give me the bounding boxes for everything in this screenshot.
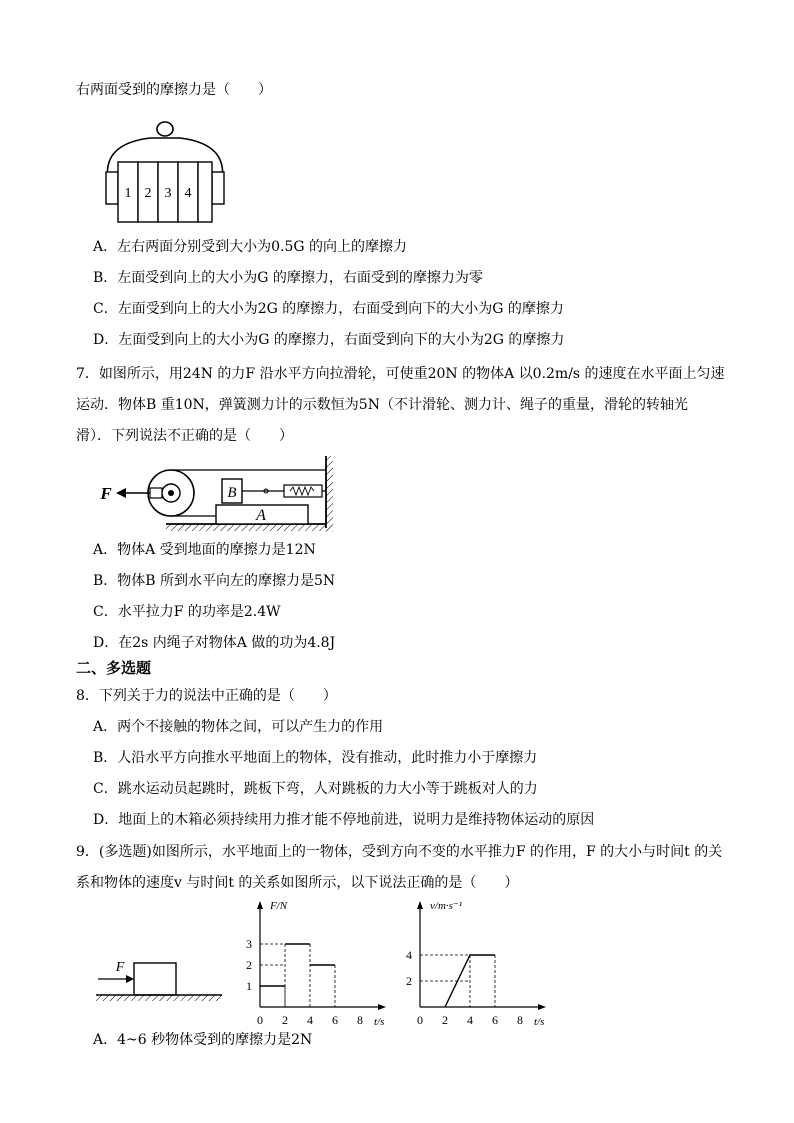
q6-option-b: B．左面受到向上的大小为G 的摩擦力，右面受到的摩擦力为零 xyxy=(93,270,483,286)
q7-option-b: B．物体B 所到水平向左的摩擦力是5N xyxy=(93,573,336,589)
figure-9-block xyxy=(92,955,232,1010)
question-9-line-2: 系和物体的速度v 与时间t 的关系如图所示，以下说法正确的是（ ） xyxy=(76,875,519,891)
question-7-line-2: 运动．物体B 重10N，弹簧测力计的示数恒为5N（不计滑轮、测力计、绳子的重量，滑轮的转轴光 xyxy=(76,397,688,413)
x-axis-label: t/s xyxy=(534,1016,545,1028)
x-tick-label: 4 xyxy=(307,1013,313,1027)
y-tick-label: 2 xyxy=(406,974,412,988)
x-tick-label: 0 xyxy=(257,1013,263,1027)
q9-option-a: A．4~6 秒物体受到的摩擦力是2N xyxy=(93,1032,313,1048)
force-label: F xyxy=(100,484,112,503)
figure-6-clamp xyxy=(100,116,230,224)
y-tick-label: 3 xyxy=(246,937,252,951)
x-tick-label: 2 xyxy=(442,1013,448,1027)
q6-option-d: D．左面受到向上的大小为G 的摩擦力，右面受到向下的大小为2G 的摩擦力 xyxy=(93,332,565,348)
block-3-label: 3 xyxy=(164,186,172,201)
y-axis-arrow xyxy=(257,901,263,909)
question-7-line-1: 7．如图所示，用24N 的力F 沿水平方向拉滑轮，可使重20N 的物体A 以0.2m/s 的速度在水平面上匀速 xyxy=(76,366,725,382)
y-tick-label: 2 xyxy=(246,958,252,972)
x-tick-label: 8 xyxy=(357,1013,363,1027)
y-axis-arrow xyxy=(417,901,423,909)
x-tick-label: 6 xyxy=(492,1013,498,1027)
block-4-label: 4 xyxy=(184,186,192,201)
question-6-tail: 右两面受到的摩擦力是（ ） xyxy=(76,82,272,98)
q8-option-c: C．跳水运动员起跳时，跳板下弯，人对跳板的力大小等于跳板对人的力 xyxy=(93,781,538,797)
x-tick-label: 6 xyxy=(332,1013,338,1027)
q8-option-a: A．两个不接触的物体之间，可以产生力的作用 xyxy=(93,719,384,735)
q8-option-b: B．人沿水平方向推水平地面上的物体，没有推动，此时推力小于摩擦力 xyxy=(93,750,538,766)
x-tick-label: 8 xyxy=(517,1013,523,1027)
q8-option-d: D．地面上的木箱必须持续用力推才能不停地前进，说明力是维持物体运动的原因 xyxy=(93,812,595,828)
x-axis-arrow xyxy=(538,1004,546,1010)
block-1-label: 1 xyxy=(124,186,132,201)
figure-7-pulley xyxy=(96,450,341,538)
x-tick-label: 4 xyxy=(467,1013,473,1027)
y-tick-label: 1 xyxy=(246,979,252,993)
q7-option-c: C．水平拉力F 的功率是2.4W xyxy=(93,604,281,620)
y-axis-label: v/m·s⁻¹ xyxy=(430,900,463,912)
y-axis-label: F/N xyxy=(270,900,288,912)
spring-scale xyxy=(284,485,322,497)
block-b-label: B xyxy=(227,485,237,501)
y-tick-label: 4 xyxy=(406,948,412,962)
q7-option-d: D．在2s 内绳子对物体A 做的功为4.8J xyxy=(93,635,336,651)
question-8-stem: 8．下列关于力的说法中正确的是（ ） xyxy=(76,688,337,704)
q7-option-a: A．物体A 受到地面的摩擦力是12N xyxy=(93,542,316,558)
x-axis-arrow xyxy=(378,1004,386,1010)
q6-option-c: C．左面受到向上的大小为2G 的摩擦力，右面受到向下的大小为G 的摩擦力 xyxy=(93,301,564,317)
q6-option-a: A．左右两面分别受到大小为0.5G 的向上的摩擦力 xyxy=(93,239,408,255)
block-2-label: 2 xyxy=(144,186,152,201)
block xyxy=(134,963,176,995)
x-tick-label: 2 xyxy=(282,1013,288,1027)
section-heading: 二、多选题 xyxy=(76,659,152,677)
chart-force-time xyxy=(232,893,392,1028)
question-7-line-3: 滑）．下列说法不正确的是（ ） xyxy=(76,428,293,444)
question-9-line-1: 9．(多选题)如图所示，水平地面上的一物体，受到方向不变的水平推力F 的作用，F 的大小与时间t 的关 xyxy=(76,844,723,860)
block-a-label: A xyxy=(256,507,266,524)
x-axis-label: t/s xyxy=(374,1016,385,1028)
push-force-label: F xyxy=(115,960,125,975)
x-tick-label: 0 xyxy=(417,1013,423,1027)
chart-velocity-time xyxy=(392,893,552,1028)
